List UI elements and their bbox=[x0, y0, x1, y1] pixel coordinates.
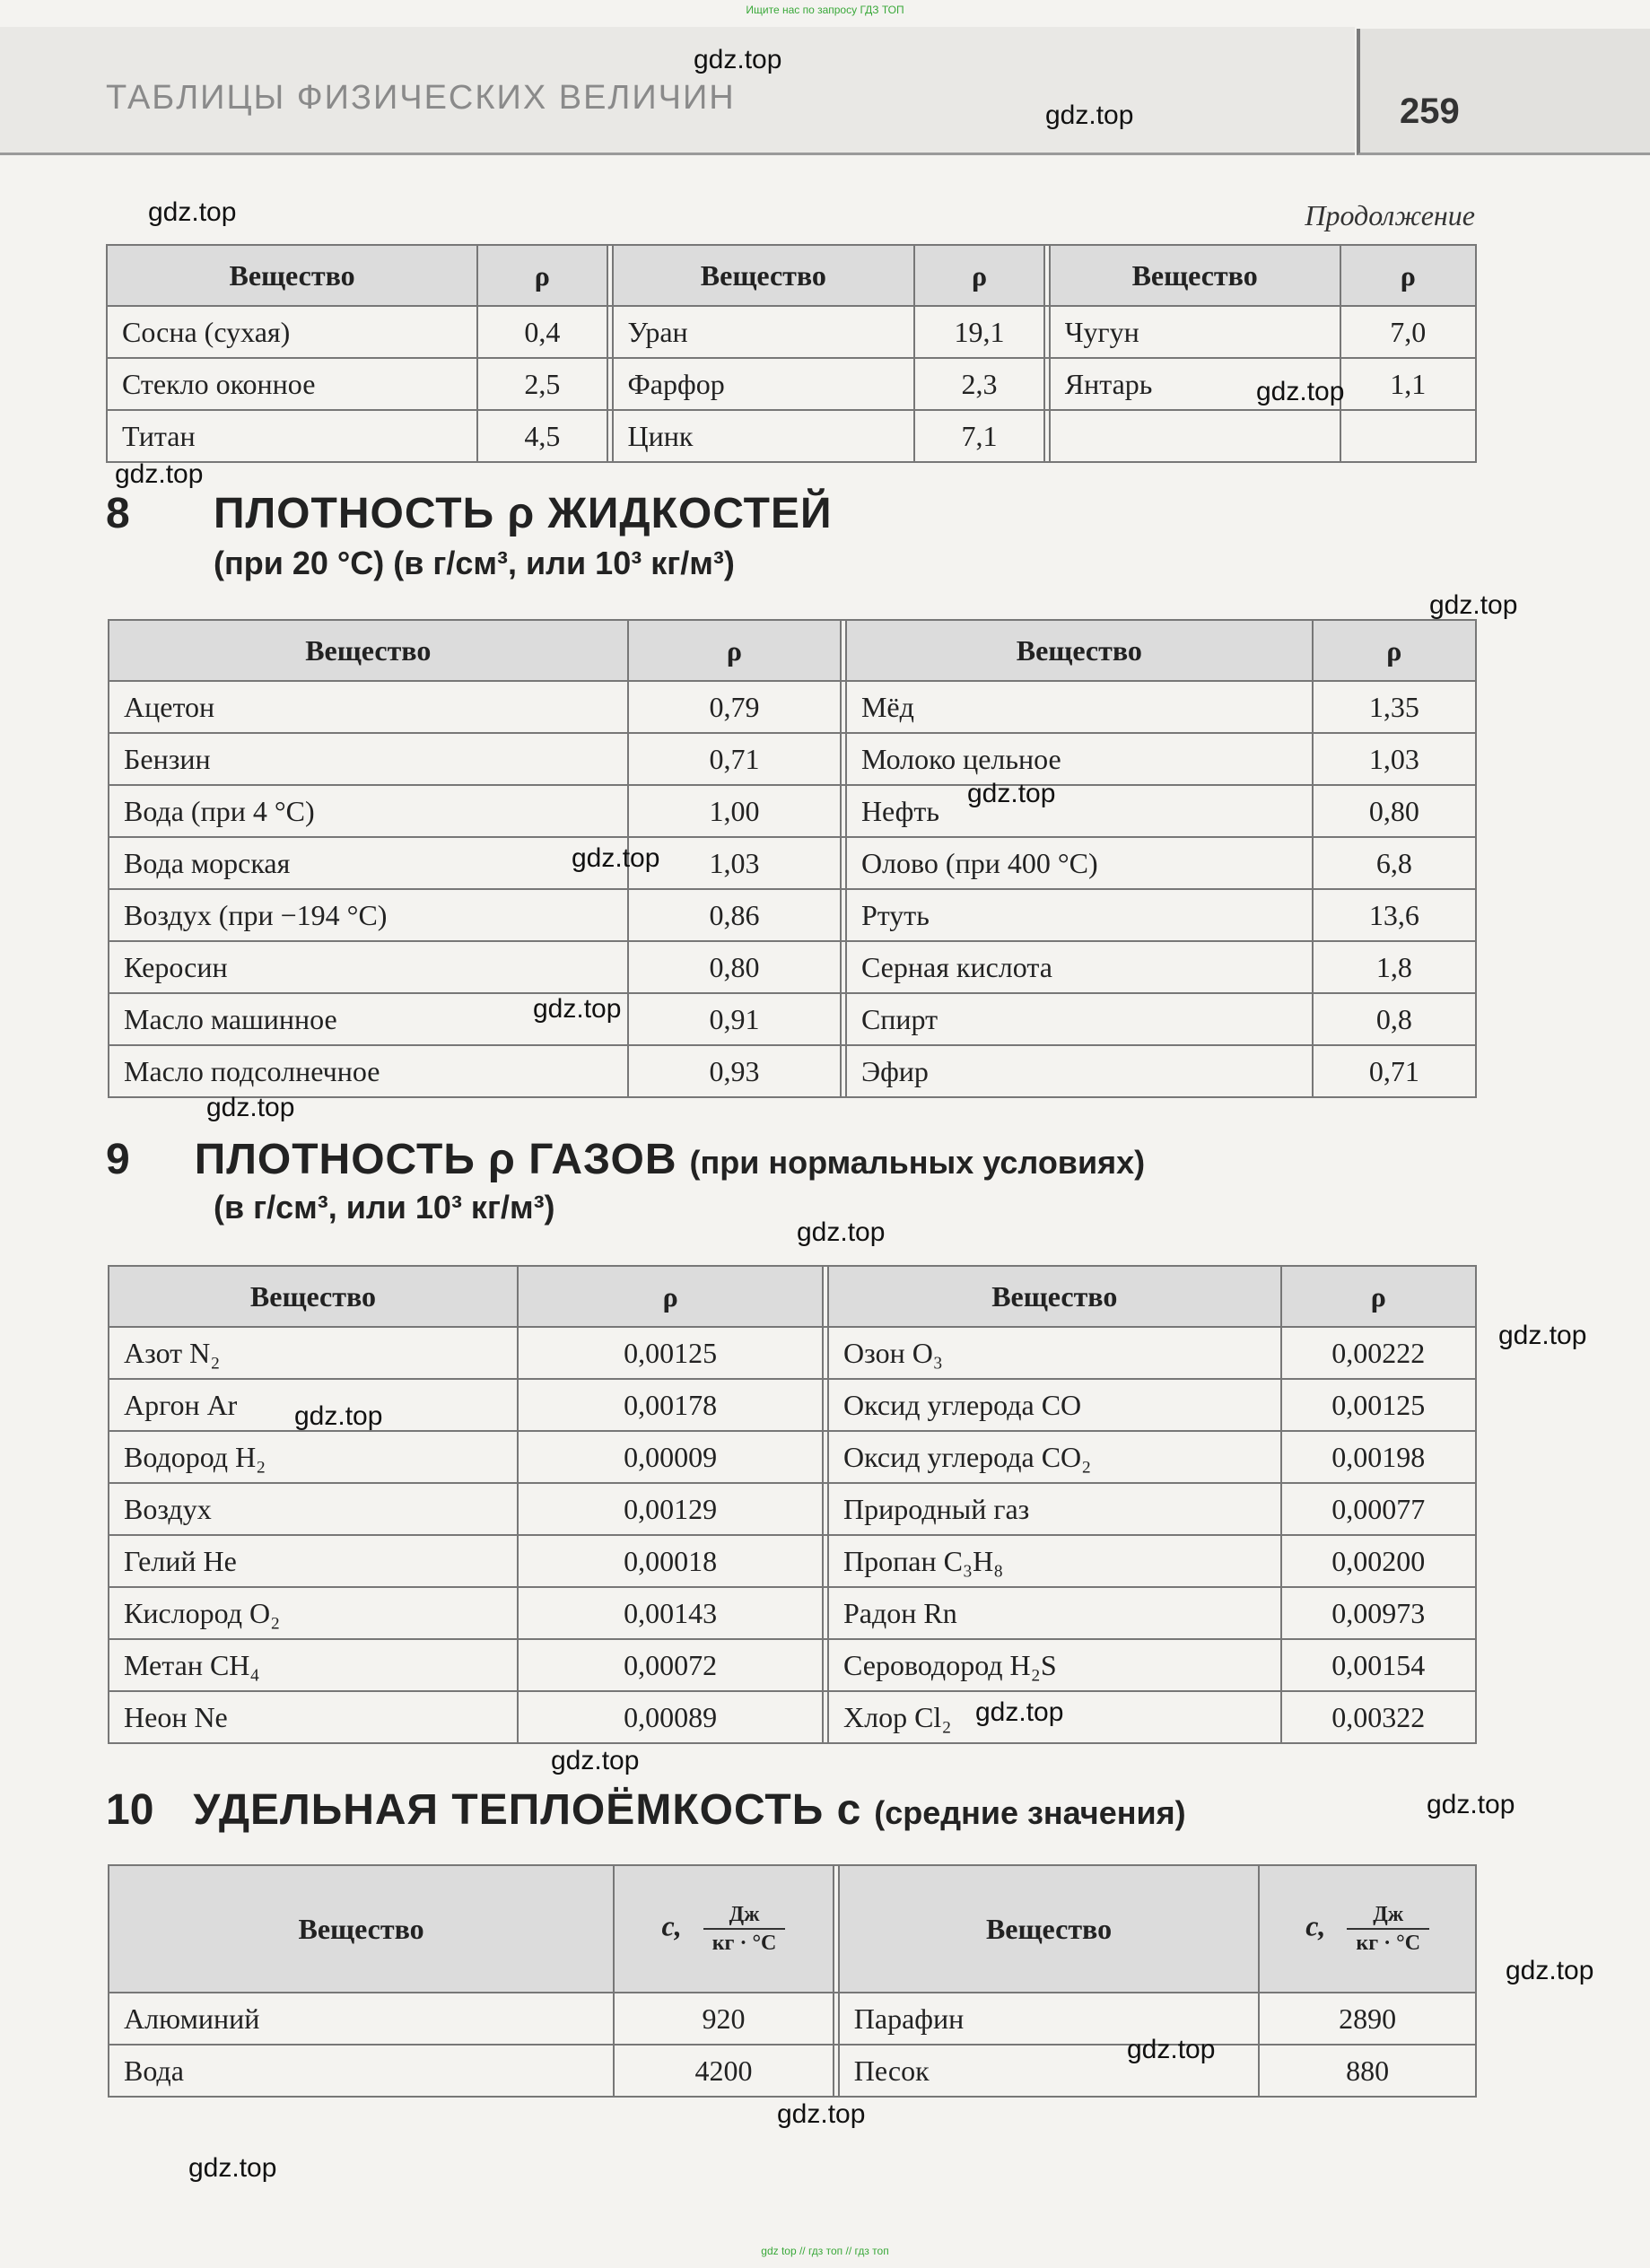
density-cell: 1,35 bbox=[1313, 681, 1476, 733]
table-row bbox=[107, 410, 1476, 462]
section-8-number: 8 bbox=[106, 490, 130, 537]
table-row bbox=[109, 1691, 1476, 1743]
section-8-title: ПЛОТНОСТЬ ρ ЖИДКОСТЕЙ bbox=[214, 490, 833, 537]
substance-cell: Стекло оконное bbox=[107, 358, 477, 410]
substance-cell: Вода морская bbox=[109, 837, 628, 889]
substance-cell: Азот N₂ bbox=[109, 1327, 518, 1379]
table-header-row bbox=[109, 620, 1476, 681]
column-header-substance: Вещество bbox=[828, 1266, 1281, 1327]
watermark-text: gdz.top bbox=[975, 1697, 1064, 1727]
specific-heat-table bbox=[108, 1864, 1477, 2098]
substance-cell: Водород H₂ bbox=[109, 1431, 518, 1483]
density-cell: 0,93 bbox=[628, 1045, 842, 1097]
substance-cell: Спирт bbox=[846, 993, 1313, 1045]
watermark-text: gdz.top bbox=[797, 1217, 886, 1247]
substance-cell: Пропан C₃H₈ bbox=[828, 1535, 1281, 1587]
substance-cell: Кислород O₂ bbox=[109, 1587, 518, 1639]
density-cell: 0,00072 bbox=[518, 1639, 824, 1691]
section-10-number: 10 bbox=[106, 1786, 154, 1834]
density-cell: 0,8 bbox=[1313, 993, 1476, 1045]
table-row bbox=[109, 785, 1476, 837]
watermark-text: gdz.top bbox=[1498, 1321, 1587, 1350]
density-cell: 0,00198 bbox=[1281, 1431, 1476, 1483]
empty-cell bbox=[1050, 410, 1340, 462]
c-symbol: c, bbox=[1305, 1909, 1326, 1942]
substance-cell: Оксид углерода CO₂ bbox=[828, 1431, 1281, 1483]
watermark-text: gdz.top bbox=[188, 2153, 277, 2183]
section-9-heading bbox=[106, 1135, 1145, 1184]
density-cell: 0,86 bbox=[628, 889, 842, 941]
density-cell: 13,6 bbox=[1313, 889, 1476, 941]
density-cell: 0,00222 bbox=[1281, 1327, 1476, 1379]
unit-numerator: Дж bbox=[703, 1901, 786, 1930]
density-cell: 0,00129 bbox=[518, 1483, 824, 1535]
watermark-text: gdz.top bbox=[572, 843, 660, 873]
substance-cell: Воздух (при −194 °С) bbox=[109, 889, 628, 941]
density-cell: 1,1 bbox=[1340, 358, 1476, 410]
substance-cell: Вода bbox=[109, 2045, 614, 2097]
density-cell: 0,00089 bbox=[518, 1691, 824, 1743]
watermark-text: gdz.top bbox=[777, 2099, 866, 2129]
substance-cell: Воздух bbox=[109, 1483, 518, 1535]
substance-cell: Озон O₃ bbox=[828, 1327, 1281, 1379]
density-cell: 0,00178 bbox=[518, 1379, 824, 1431]
table-row bbox=[109, 2045, 1476, 2097]
top-search-note: Ищите нас по запросу ГДЗ ТОП bbox=[746, 4, 904, 16]
table-row bbox=[109, 1993, 1476, 2045]
column-header-substance: Вещество bbox=[109, 1865, 614, 1993]
unit-denominator: кг · °С bbox=[1356, 1932, 1421, 1955]
watermark-text: gdz.top bbox=[533, 994, 622, 1024]
density-cell: 0,79 bbox=[628, 681, 842, 733]
density-cell: 0,00009 bbox=[518, 1431, 824, 1483]
substance-cell: Хлор Cl₂ bbox=[828, 1691, 1281, 1743]
substance-cell: Эфир bbox=[846, 1045, 1313, 1097]
column-header-density: ρ bbox=[1340, 245, 1476, 306]
table-header-row bbox=[107, 245, 1476, 306]
substance-cell: Сероводород H₂S bbox=[828, 1639, 1281, 1691]
column-header-substance: Вещество bbox=[109, 620, 628, 681]
density-cell: 0,80 bbox=[628, 941, 842, 993]
watermark-text: gdz.top bbox=[148, 197, 237, 227]
substance-cell: Янтарь bbox=[1050, 358, 1340, 410]
table-row bbox=[109, 1587, 1476, 1639]
table-row bbox=[109, 837, 1476, 889]
table-header-row bbox=[109, 1266, 1476, 1327]
substance-cell: Бензин bbox=[109, 733, 628, 785]
substance-cell: Метан CH₄ bbox=[109, 1639, 518, 1691]
column-header-substance: Вещество bbox=[839, 1865, 1260, 1993]
density-cell: 1,03 bbox=[1313, 733, 1476, 785]
density-cell: 2,3 bbox=[914, 358, 1044, 410]
footer-note: gdz top // гдз топ // гдз топ bbox=[761, 2245, 889, 2257]
substance-cell: Алюминий bbox=[109, 1993, 614, 2045]
density-cell: 0,00077 bbox=[1281, 1483, 1476, 1535]
substance-cell: Уран bbox=[613, 306, 915, 358]
substance-cell: Чугун bbox=[1050, 306, 1340, 358]
density-cell: 7,1 bbox=[914, 410, 1044, 462]
substance-cell: Сосна (сухая) bbox=[107, 306, 477, 358]
substance-cell: Радон Rn bbox=[828, 1587, 1281, 1639]
substance-cell: Фарфор bbox=[613, 358, 915, 410]
column-header-density: ρ bbox=[1313, 620, 1476, 681]
section-8-subtitle: (при 20 °С) (в г/см³, или 10³ кг/м³) bbox=[214, 545, 735, 581]
density-cell: 0,00143 bbox=[518, 1587, 824, 1639]
column-header-substance: Вещество bbox=[846, 620, 1313, 681]
column-header-specific-heat bbox=[1259, 1865, 1476, 1993]
density-cell: 0,80 bbox=[1313, 785, 1476, 837]
heat-capacity-cell: 880 bbox=[1259, 2045, 1476, 2097]
density-cell: 2,5 bbox=[477, 358, 607, 410]
substance-cell: Масло подсолнечное bbox=[109, 1045, 628, 1097]
substance-cell: Мёд bbox=[846, 681, 1313, 733]
liquids-density-table bbox=[108, 619, 1477, 1098]
density-cell: 1,00 bbox=[628, 785, 842, 837]
watermark-text: gdz.top bbox=[967, 779, 1056, 808]
density-cell: 6,8 bbox=[1313, 837, 1476, 889]
section-9-title: ПЛОТНОСТЬ ρ ГАЗОВ bbox=[194, 1136, 677, 1183]
column-header-density: ρ bbox=[1281, 1266, 1476, 1327]
section-9-number: 9 bbox=[106, 1136, 130, 1183]
column-header-substance: Вещество bbox=[109, 1266, 518, 1327]
density-cell: 1,03 bbox=[628, 837, 842, 889]
gases-density-table bbox=[108, 1265, 1477, 1744]
density-cell: 0,00018 bbox=[518, 1535, 824, 1587]
column-header-density: ρ bbox=[628, 620, 842, 681]
density-cell: 0,4 bbox=[477, 306, 607, 358]
table-row bbox=[109, 1431, 1476, 1483]
column-header-density: ρ bbox=[914, 245, 1044, 306]
unit-fraction bbox=[1347, 1901, 1429, 1957]
density-cell: 19,1 bbox=[914, 306, 1044, 358]
substance-cell: Керосин bbox=[109, 941, 628, 993]
substance-cell: Песок bbox=[839, 2045, 1260, 2097]
unit-fraction bbox=[703, 1901, 786, 1957]
table-row bbox=[109, 681, 1476, 733]
watermark-text: gdz.top bbox=[1429, 590, 1518, 620]
density-cell: 0,91 bbox=[628, 993, 842, 1045]
substance-cell: Гелий He bbox=[109, 1535, 518, 1587]
density-cell: 0,71 bbox=[628, 733, 842, 785]
unit-denominator: кг · °С bbox=[712, 1932, 777, 1955]
c-symbol: c, bbox=[661, 1909, 682, 1942]
unit-numerator: Дж bbox=[1347, 1901, 1429, 1930]
table-row bbox=[109, 733, 1476, 785]
substance-cell: Титан bbox=[107, 410, 477, 462]
section-10-title-inline: (средние значения) bbox=[874, 1794, 1186, 1831]
heat-capacity-cell: 920 bbox=[614, 1993, 834, 2045]
column-header-substance: Вещество bbox=[613, 245, 915, 306]
watermark-text: gdz.top bbox=[1045, 100, 1134, 130]
table-row bbox=[109, 1639, 1476, 1691]
density-cell: 4,5 bbox=[477, 410, 607, 462]
watermark-text: gdz.top bbox=[1506, 1956, 1594, 1985]
table-row bbox=[109, 1045, 1476, 1097]
substance-cell: Олово (при 400 °С) bbox=[846, 837, 1313, 889]
substance-cell: Природный газ bbox=[828, 1483, 1281, 1535]
watermark-text: gdz.top bbox=[206, 1093, 295, 1122]
substance-cell: Аргон Ar bbox=[109, 1379, 518, 1431]
column-header-density: ρ bbox=[477, 245, 607, 306]
watermark-text: gdz.top bbox=[1256, 377, 1345, 406]
density-solids-continued-table bbox=[106, 244, 1477, 463]
density-cell: 1,8 bbox=[1313, 941, 1476, 993]
column-header-density: ρ bbox=[518, 1266, 824, 1327]
substance-cell: Нефть bbox=[846, 785, 1313, 837]
watermark-text: gdz.top bbox=[551, 1746, 640, 1775]
heat-capacity-cell: 4200 bbox=[614, 2045, 834, 2097]
density-cell: 0,00154 bbox=[1281, 1639, 1476, 1691]
section-10-heading bbox=[106, 1785, 1186, 1835]
density-cell: 0,00200 bbox=[1281, 1535, 1476, 1587]
substance-cell: Молоко цельное bbox=[846, 733, 1313, 785]
substance-cell: Ртуть bbox=[846, 889, 1313, 941]
density-cell: 0,00125 bbox=[518, 1327, 824, 1379]
watermark-text: gdz.top bbox=[1127, 2035, 1216, 2064]
substance-cell: Масло машинное bbox=[109, 993, 628, 1045]
table-row bbox=[109, 1327, 1476, 1379]
table-row bbox=[109, 941, 1476, 993]
watermark-text: gdz.top bbox=[115, 459, 204, 489]
density-cell: 0,00322 bbox=[1281, 1691, 1476, 1743]
table-header-row bbox=[109, 1865, 1476, 1993]
substance-cell: Парафин bbox=[839, 1993, 1260, 2045]
density-cell: 0,00125 bbox=[1281, 1379, 1476, 1431]
density-cell: 7,0 bbox=[1340, 306, 1476, 358]
watermark-text: gdz.top bbox=[694, 45, 782, 74]
table-row bbox=[107, 306, 1476, 358]
density-cell: 0,71 bbox=[1313, 1045, 1476, 1097]
watermark-text: gdz.top bbox=[294, 1401, 383, 1431]
substance-cell: Серная кислота bbox=[846, 941, 1313, 993]
section-10-title: УДЕЛЬНАЯ ТЕПЛОЁМКОСТЬ c bbox=[193, 1786, 862, 1834]
table-row bbox=[109, 1535, 1476, 1587]
watermark-text: gdz.top bbox=[1427, 1790, 1515, 1819]
continuation-label: Продолжение bbox=[1305, 199, 1475, 231]
substance-cell: Ацетон bbox=[109, 681, 628, 733]
page-header-title: ТАБЛИЦЫ ФИЗИЧЕСКИХ ВЕЛИЧИН bbox=[106, 79, 736, 117]
table-row bbox=[109, 889, 1476, 941]
column-header-substance: Вещество bbox=[107, 245, 477, 306]
substance-cell: Вода (при 4 °С) bbox=[109, 785, 628, 837]
table-row bbox=[109, 1483, 1476, 1535]
density-cell: 0,00973 bbox=[1281, 1587, 1476, 1639]
empty-cell bbox=[1340, 410, 1476, 462]
heat-capacity-cell: 2890 bbox=[1259, 1993, 1476, 2045]
column-header-substance: Вещество bbox=[1050, 245, 1340, 306]
substance-cell: Оксид углерода CO bbox=[828, 1379, 1281, 1431]
column-header-specific-heat bbox=[614, 1865, 834, 1993]
substance-cell: Неон Ne bbox=[109, 1691, 518, 1743]
page-number: 259 bbox=[1400, 92, 1460, 131]
substance-cell: Цинк bbox=[613, 410, 915, 462]
table-row bbox=[109, 993, 1476, 1045]
section-9-title-inline: (при нормальных условиях) bbox=[689, 1144, 1146, 1181]
section-9-subtitle: (в г/см³, или 10³ кг/м³) bbox=[214, 1189, 555, 1226]
